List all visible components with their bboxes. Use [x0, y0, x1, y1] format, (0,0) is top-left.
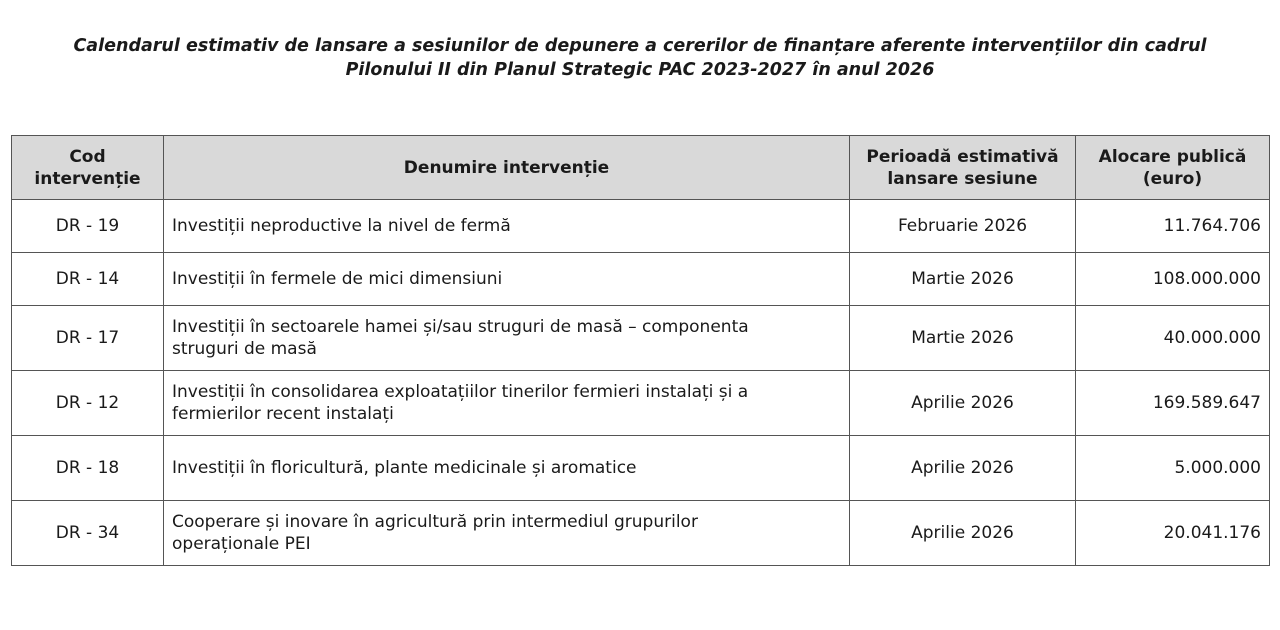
- intervention-name: [164, 253, 850, 306]
- public-allocation: 11.764.706: [1076, 200, 1270, 253]
- intervention-name-line-1: Cooperare și inovare în agricultură prin intermediul grupurilor: [172, 512, 698, 532]
- public-allocation: 20.041.176: [1076, 501, 1270, 566]
- intervention-code: DR - 14: [12, 253, 164, 306]
- intervention-code: DR - 18: [12, 436, 164, 501]
- intervention-code: DR - 19: [12, 200, 164, 253]
- table-header-row: [12, 136, 1270, 200]
- header-period-line-1: Perioadă estimativă: [866, 146, 1059, 167]
- intervention-name-line-1: Investiții în fermele de mici dimensiuni: [172, 269, 503, 289]
- intervention-name: [164, 371, 850, 436]
- header-name-text: Denumire intervenție: [403, 157, 610, 178]
- table-row: [12, 253, 1270, 306]
- intervention-name-line-2: operaționale PEI: [172, 534, 311, 554]
- intervention-name: [164, 306, 850, 371]
- intervention-code: DR - 17: [12, 306, 164, 371]
- header-public-allocation: [1076, 136, 1270, 200]
- public-allocation: 40.000.000: [1076, 306, 1270, 371]
- header-launch-period: [850, 136, 1076, 200]
- table-row: [12, 501, 1270, 566]
- intervention-name: [164, 436, 850, 501]
- public-allocation: 108.000.000: [1076, 253, 1270, 306]
- header-intervention-code: [12, 136, 164, 200]
- launch-period: Martie 2026: [850, 306, 1076, 371]
- header-code-line-1: Cod: [69, 146, 106, 167]
- intervention-name-line-2: struguri de masă: [172, 339, 317, 359]
- header-code-line-2: intervenție: [34, 168, 141, 189]
- table-row: [12, 371, 1270, 436]
- intervention-code: DR - 34: [12, 501, 164, 566]
- document-title-line-1: Calendarul estimativ de lansare a sesiunilor de depunere a cererilor de finanțare aferente intervențiilor din cadrul: [73, 36, 1207, 56]
- intervention-name-line-2: fermierilor recent instalați: [172, 404, 394, 424]
- table-row: [12, 306, 1270, 371]
- launch-period: Februarie 2026: [850, 200, 1076, 253]
- document-title: [0, 34, 1280, 82]
- intervention-name: [164, 501, 850, 566]
- intervention-code: DR - 12: [12, 371, 164, 436]
- launch-period: Aprilie 2026: [850, 501, 1076, 566]
- launch-period: Martie 2026: [850, 253, 1076, 306]
- header-intervention-name: [164, 136, 850, 200]
- header-allocation-line-2: (euro): [1142, 168, 1203, 189]
- table-row: [12, 200, 1270, 253]
- intervention-name-line-1: Investiții în floricultură, plante medicinale și aromatice: [172, 458, 637, 478]
- public-allocation: 5.000.000: [1076, 436, 1270, 501]
- intervention-name-line-1: Investiții în sectoarele hamei și/sau struguri de masă – componenta: [172, 317, 749, 337]
- header-period-line-2: lansare sesiune: [887, 168, 1038, 189]
- header-allocation-line-1: Alocare publică: [1098, 146, 1247, 167]
- document-title-line-2: Pilonului II din Planul Strategic PAC 2023-2027 în anul 2026: [345, 60, 935, 80]
- launch-period: Aprilie 2026: [850, 371, 1076, 436]
- interventions-calendar-table: [11, 135, 1270, 566]
- intervention-name: [164, 200, 850, 253]
- intervention-name-line-1: Investiții neproductive la nivel de fermă: [172, 216, 511, 236]
- table-row: [12, 436, 1270, 501]
- launch-period: Aprilie 2026: [850, 436, 1076, 501]
- intervention-name-line-1: Investiții în consolidarea exploatațiilor tinerilor fermieri instalați și a: [172, 382, 749, 402]
- public-allocation: 169.589.647: [1076, 371, 1270, 436]
